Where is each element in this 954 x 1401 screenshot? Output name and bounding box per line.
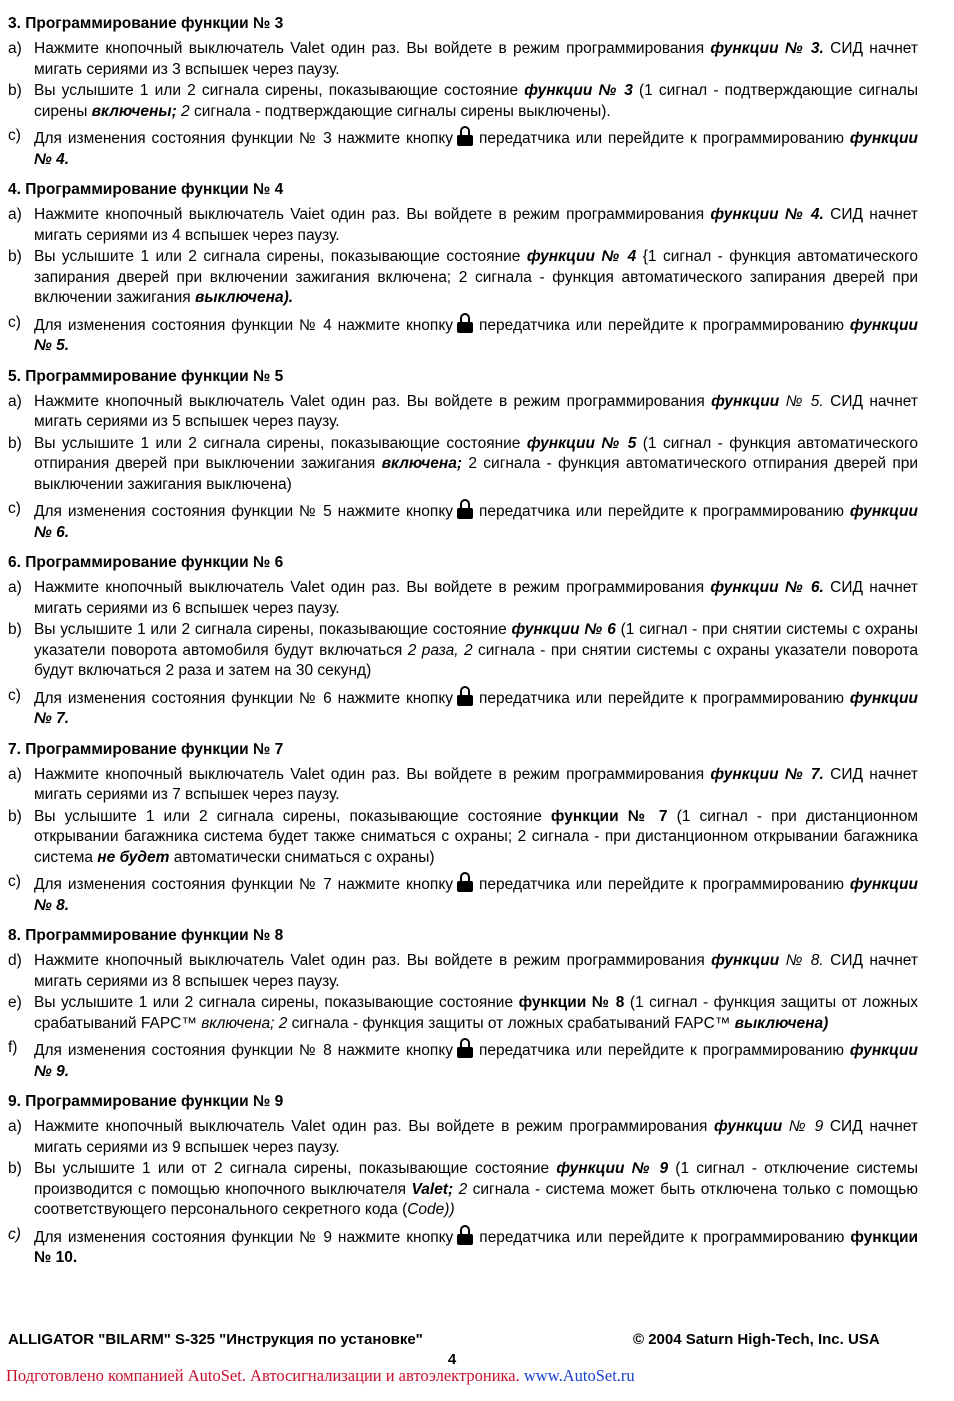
section-title: 8. Программирование функции № 8 <box>8 927 284 944</box>
list-item: c) Для изменения состояния функции № 9 нажмите кнопку передатчика или перейдите к программированию функции № 10. <box>8 1225 918 1266</box>
list-item: a) Нажмите кнопочный выключатель Valet один раз. Вы войдете в режим программирования функции № 3. СИД начнет мигать сериями из 3 вспышек через паузу. <box>8 40 918 78</box>
list-item: a) Нажмите кнопочный выключатель Valet один раз. Вы войдете в режим программирования функции № 6. СИД начнет мигать сериями из 6 вспышек через паузу. <box>8 579 918 617</box>
section-title: 7. Программирование функции № 7 <box>8 740 284 758</box>
section-function-4 <box>8 180 918 357</box>
list-item: b) Вы услышите 1 или 2 сигнала сирены, показывающие состояние функции № 4 {1 сигнал - функция автоматического запирания дверей при включении зажигания включена; 2 сигнала - функция автоматического запирания дверей при включении зажигания выключена). <box>8 248 918 306</box>
lock-icon <box>457 1038 473 1058</box>
section-function-7 <box>8 740 918 917</box>
list-item: c) Для изменения состояния функции № 5 нажмите кнопку передатчика или перейдите к программированию функции № 6. <box>8 500 918 541</box>
list-item: e) Вы услышите 1 или 2 сигнала сирены, показывающие состояние функции № 8 (1 сигнал - функция защиты от ложных срабатываний FAPC™ включена; 2 сигнала - функция защиты от ложных срабатываний FAPC™ выключена) <box>8 994 918 1032</box>
lock-icon <box>457 126 473 146</box>
footer-copyright: © 2004 Saturn High-Tech, Inc. USA <box>633 1331 880 1348</box>
credit-link[interactable]: www.AutoSet.ru <box>523 1366 635 1385</box>
list-item: c) Для изменения состояния функции № 7 нажмите кнопку передатчика или перейдите к программированию функции № 8. <box>8 873 918 914</box>
lock-icon <box>457 686 473 706</box>
list-item: b) Вы услышите 1 или 2 сигнала сирены, показывающие состояние функции № 3 (1 сигнал - подтверждающие сигналы сирены включены; 2 сигнала - подтверждающие сигналы сирены выключены). <box>8 82 918 120</box>
list-item: c) Для изменения состояния функции № 6 нажмите кнопку передатчика или перейдите к программированию функции № 7. <box>8 686 918 727</box>
list-item: c) Для изменения состояния функции № 4 нажмите кнопку передатчика или перейдите к программированию функции № 5. <box>8 313 918 354</box>
list-item: c) Для изменения состояния функции № 3 нажмите кнопку передатчика или перейдите к программированию функции № 4. <box>8 127 918 168</box>
list-item: b) Вы услышите 1 или от 2 сигнала сирены, показывающие состояние функции № 9 (1 сигнал - отключение системы производится с помощью кнопочного выключателя Valet; 2 сигнала - система может быть отключена только с помощью соответствующего персонального секретного кода (Code)) <box>8 1160 918 1218</box>
section-function-9 <box>8 1092 918 1269</box>
document-body <box>8 14 918 1279</box>
lock-icon <box>457 1225 473 1245</box>
list-item: a) Нажмите кнопочный выключатель Vaiet один раз. Вы войдете в режим программирования функции № 4. СИД начнет мигать сериями из 4 вспышек через паузу. <box>8 206 918 244</box>
section-function-3 <box>8 14 918 170</box>
page-number: 4 <box>447 1351 457 1368</box>
credit-line <box>6 1366 635 1386</box>
list-item: b) Вы услышите 1 или 2 сигнала сирены, показывающие состояние функции № 7 (1 сигнал - при дистанционном открывании багажника система будет также сниматься с охраны; 2 сигнала - при дистанционном открывании багажника система не будет автоматически сниматься с охраны) <box>8 807 919 866</box>
list-item: b) Вы услышите 1 или 2 сигнала сирены, показывающие состояние функции № 5 (1 сигнал - функция автоматического отпирания дверей при выключении зажигания включена; 2 сигнала - функция автоматического отпирания дверей при выключении зажигания выключена) <box>8 434 919 493</box>
list-item: f) Для изменения состояния функции № 8 нажмите кнопку передатчика или перейдите к программированию функции № 9. <box>8 1039 918 1080</box>
section-title: 5. Программирование функции № 5 <box>8 367 284 385</box>
section-function-5 <box>8 367 918 544</box>
footer-title: ALLIGATOR "BILARM" S-325 "Инструкция по установке" <box>8 1331 423 1348</box>
section-title: 9. Программирование функции № 9 <box>8 1093 284 1110</box>
section-function-8 <box>8 926 918 1082</box>
lock-icon <box>457 872 473 892</box>
section-title: 6. Программирование функции № 6 <box>8 554 284 571</box>
section-function-6 <box>8 553 918 730</box>
section-title: 4. Программирование функции № 4 <box>8 181 284 198</box>
list-item: a) Нажмите кнопочный выключатель Valet один раз. Вы войдете в режим программирования функции № 7. СИД начнет мигать сериями из 7 вспышек через паузу. <box>8 765 918 803</box>
lock-icon <box>457 313 473 333</box>
lock-icon <box>457 499 473 519</box>
list-item: b) Вы услышите 1 или 2 сигнала сирены, показывающие состояние функции № 6 (1 сигнал - при снятии системы с охраны указатели поворота автомобиля будут включаться 2 раза, 2 сигнала - при снятии системы с охраны указатели поворота будут включаться 2 раза и затем на 30 секунд) <box>8 621 919 679</box>
list-item: a) Нажмите кнопочный выключатель Valet один раз. Вы войдете в режим программирования функции № 5. СИД начнет мигать сериями из 5 вспышек через паузу. <box>8 392 919 430</box>
section-title: 3. Программирование функции № 3 <box>8 15 284 32</box>
list-item: a) Нажмите кнопочный выключатель Valet один раз. Вы войдете в режим программирования функции № 9 СИД начнет мигать сериями из 9 вспышек через паузу. <box>8 1118 918 1156</box>
credit-text: Подготовлено компанией AutoSet. Автосигнализации и автоэлектроника. <box>6 1366 524 1385</box>
list-item: d) Нажмите кнопочный выключатель Valet один раз. Вы войдете в режим программирования функции № 8. СИД начнет мигать сериями из 8 вспышек через паузу. <box>8 952 919 990</box>
